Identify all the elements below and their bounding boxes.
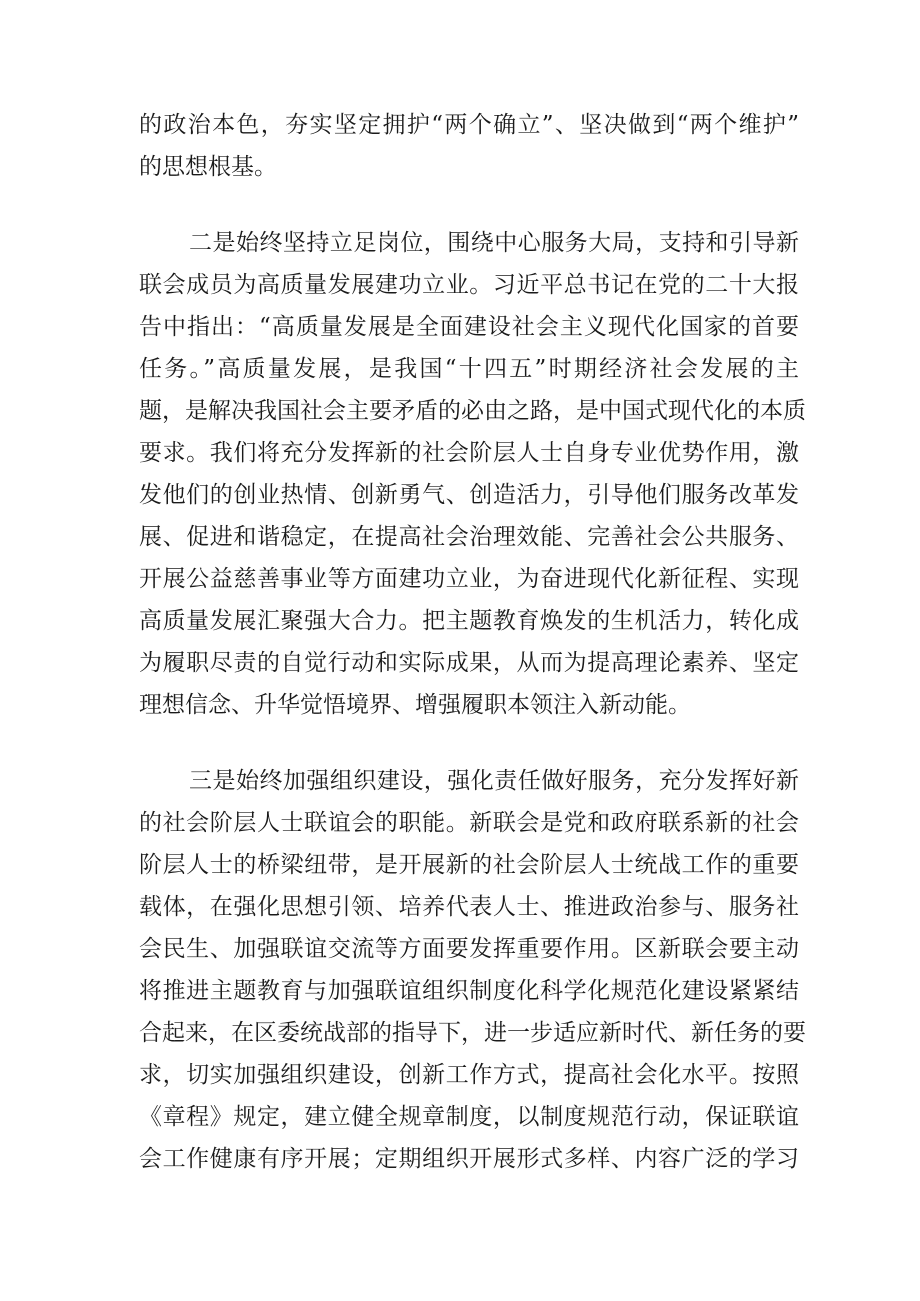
- text-line: 题，是解决我国社会主要矛盾的必由之路，是中国式现代化的本质: [139, 398, 806, 424]
- text-line: 要求。我们将充分发挥新的社会阶层人士自身专业优势作用，激: [139, 440, 799, 466]
- text-line: 《章程》规定，建立健全规章制度，以制度规范行动，保证联谊: [139, 1104, 799, 1130]
- text-line: 求，切实加强组织建设，创新工作方式，提高社会化水平。按照: [139, 1062, 799, 1088]
- text-line: 告中指出：“高质量发展是全面建设社会主义现代化国家的首要: [139, 314, 799, 340]
- text-line: 展、促进和谐稳定，在提高社会治理效能、完善社会公共服务、: [139, 524, 799, 550]
- text-line: 合起来，在区委统战部的指导下，进一步适应新时代、新任务的要: [139, 1020, 806, 1046]
- text-line: 阶层人士的桥梁纽带，是开展新的社会阶层人士统战工作的重要: [139, 852, 799, 878]
- text-line: 的政治本色，夯实坚定拥护“两个确立”、坚决做到“两个维护”: [139, 112, 799, 138]
- text-line: 发他们的创业热情、创新勇气、创造活力，引导他们服务改革发: [139, 482, 799, 508]
- text-line: 的思想根基。: [139, 154, 277, 180]
- text-line: 理想信念、升华觉悟境界、增强履职本领注入新动能。: [139, 692, 691, 718]
- text-line: 会民生、加强联谊交流等方面要发挥重要作用。区新联会要主动: [139, 936, 799, 962]
- text-line: 任务。”高质量发展，是我国“十四五”时期经济社会发展的主: [139, 356, 799, 382]
- text-line: 开展公益慈善事业等方面建功立业，为奋进现代化新征程、实现: [139, 566, 799, 592]
- text-line: 的社会阶层人士联谊会的职能。新联会是党和政府联系新的社会: [139, 810, 799, 836]
- text-line: 会工作健康有序开展；定期组织开展形式多样、内容广泛的学习: [139, 1146, 799, 1172]
- paragraph-start-line: 三是始终加强组织建设，强化责任做好服务，充分发挥好新: [189, 768, 799, 794]
- text-line: 高质量发展汇聚强大合力。把主题教育焕发的生机活力，转化成: [139, 608, 799, 634]
- text-line: 联会成员为高质量发展建功立业。习近平总书记在党的二十大报: [139, 272, 799, 298]
- text-line: 载体，在强化思想引领、培养代表人士、推进政治参与、服务社: [139, 894, 799, 920]
- text-line: 将推进主题教育与加强联谊组织制度化科学化规范化建设紧紧结: [139, 978, 799, 1004]
- text-line: 为履职尽责的自觉行动和实际成果，从而为提高理论素养、坚定: [139, 650, 799, 676]
- paragraph-start-line: 二是始终坚持立足岗位，围绕中心服务大局，支持和引导新: [189, 230, 799, 256]
